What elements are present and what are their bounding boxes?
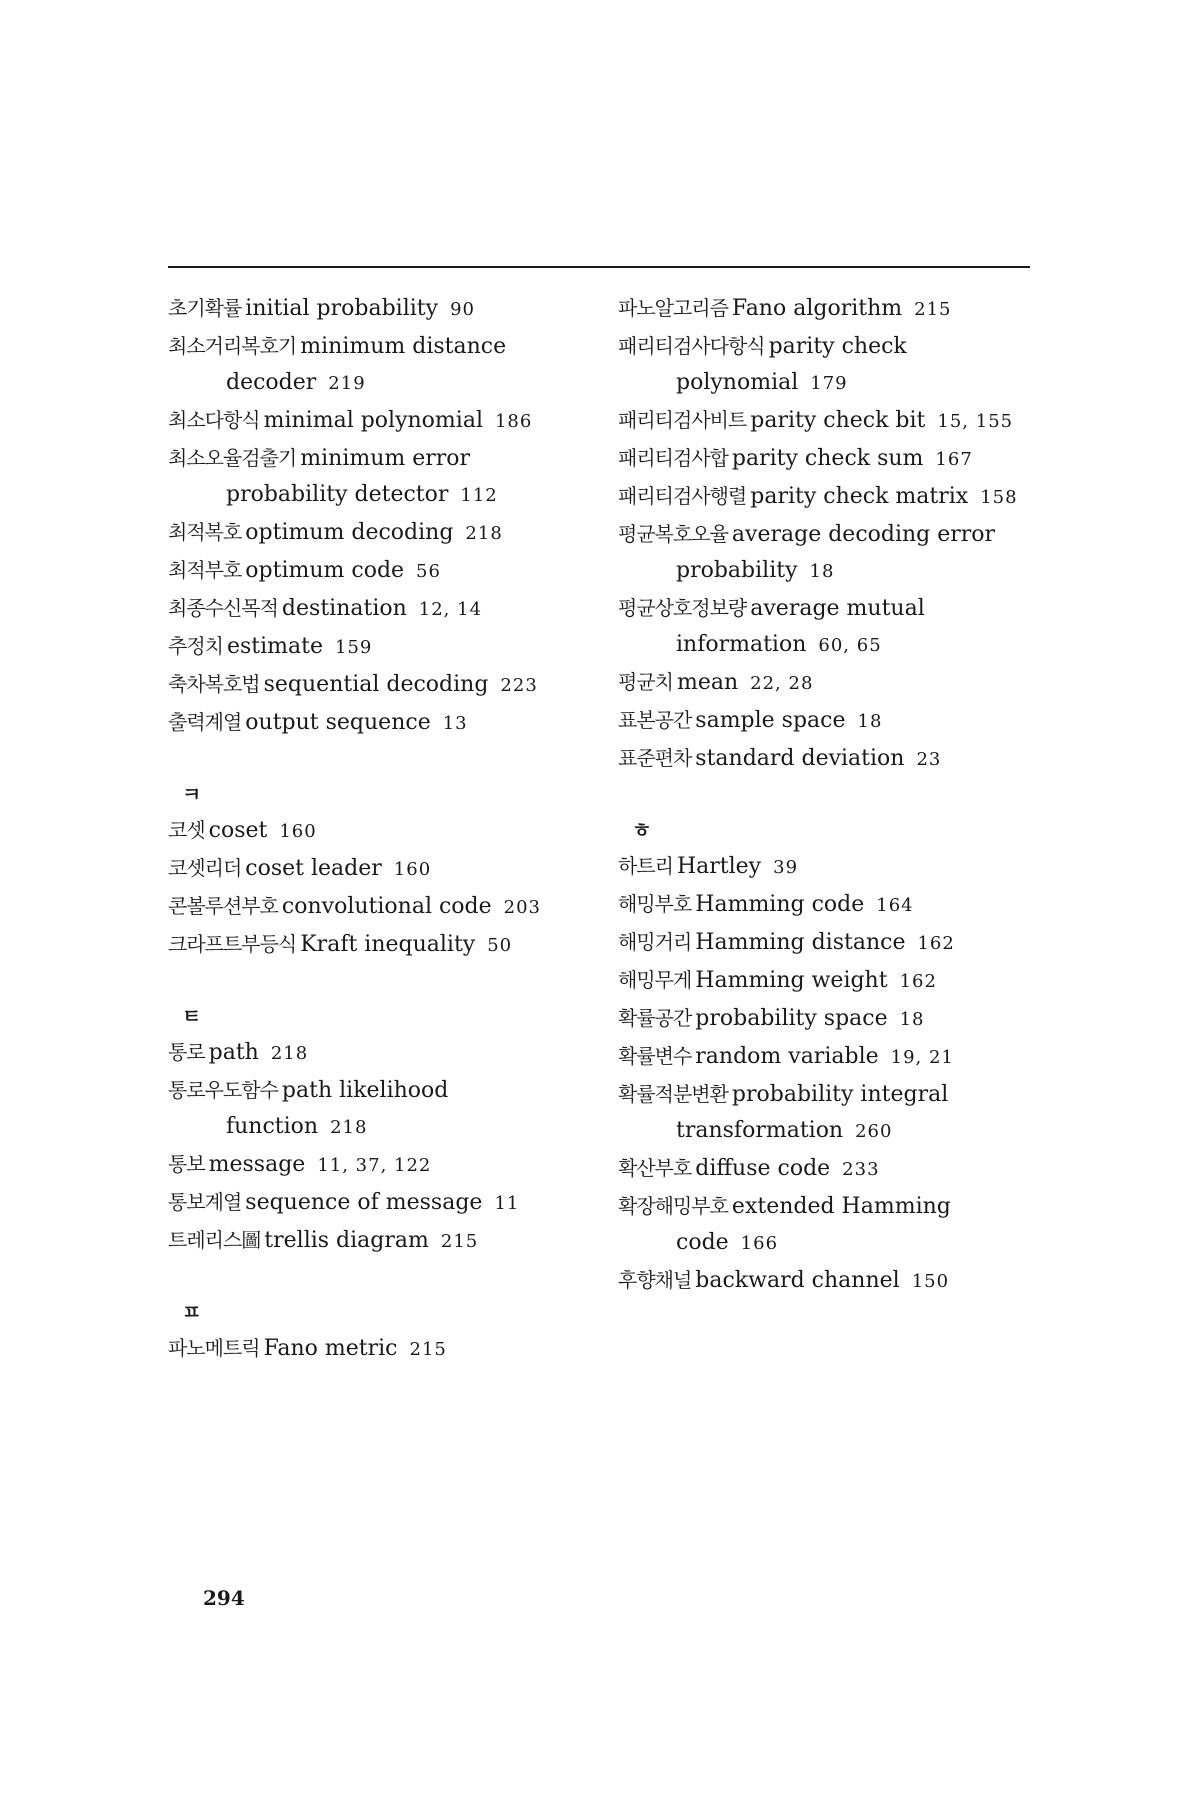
- english-term: Kraft inequality: [300, 932, 476, 957]
- page-reference: 12, 14: [418, 599, 483, 620]
- index-entry: [168, 1222, 588, 1260]
- index-entry: [168, 704, 588, 742]
- korean-term: 추정치: [168, 634, 223, 658]
- page-reference: 18: [809, 561, 835, 582]
- header-rule: [168, 266, 1030, 268]
- korean-term: 크라프트부등식: [168, 932, 297, 956]
- english-term: mean: [676, 670, 739, 695]
- index-entry: [168, 850, 588, 888]
- english-term: minimum error probability detector: [226, 446, 471, 507]
- korean-term: 파노메트릭: [168, 1336, 260, 1360]
- index-entry: [618, 664, 1030, 702]
- korean-term: 해밍거리: [618, 930, 692, 954]
- korean-term: 하트리: [618, 854, 673, 878]
- index-entry: [618, 440, 1030, 478]
- english-term: parity check matrix: [750, 484, 969, 509]
- index-entry: [168, 1034, 588, 1072]
- index-entry: [618, 740, 1030, 778]
- section-letter: ㅎ: [632, 818, 652, 842]
- korean-term: 확률변수: [618, 1044, 692, 1068]
- korean-term: 확산부호: [618, 1156, 692, 1180]
- page-reference: 215: [914, 299, 952, 320]
- english-term: sample space: [695, 708, 846, 733]
- index-entry: [168, 926, 588, 964]
- korean-term: 통로: [168, 1040, 205, 1064]
- korean-term: 평균복호오율: [618, 522, 728, 546]
- page-reference: 160: [393, 859, 432, 880]
- korean-term: 최적부호: [168, 558, 242, 582]
- index-entry: [168, 812, 588, 850]
- index-entry: [168, 514, 588, 552]
- english-term: probability integral transformation: [676, 1082, 949, 1143]
- page-reference: 60, 65: [818, 635, 882, 656]
- korean-term: 패리티검사행렬: [618, 484, 747, 508]
- index-entry: [168, 552, 588, 590]
- english-term: message: [208, 1152, 306, 1177]
- index-entry: [618, 1076, 1030, 1150]
- page-reference: 112: [460, 485, 498, 506]
- english-term: minimum distance decoder: [226, 334, 507, 395]
- korean-term: 후향채널: [618, 1268, 692, 1292]
- english-term: standard deviation: [695, 746, 905, 771]
- index-entry: [618, 1000, 1030, 1038]
- english-term: sequence of message: [245, 1190, 483, 1215]
- index-entry: [618, 516, 1030, 590]
- index-entry: [618, 1038, 1030, 1076]
- index-column-right: [618, 290, 1030, 1300]
- korean-term: 해밍무게: [618, 968, 692, 992]
- korean-term: 콘볼루션부호: [168, 894, 278, 918]
- korean-term: 트레리스圖: [168, 1228, 261, 1252]
- korean-term: 통로우도함수: [168, 1078, 278, 1102]
- english-term: parity check bit: [750, 408, 926, 433]
- english-term: parity check polynomial: [676, 334, 907, 395]
- index-entry: [618, 702, 1030, 740]
- page-reference: 233: [842, 1159, 880, 1180]
- index-entry: [618, 328, 1030, 402]
- korean-term: 해밍부호: [618, 892, 692, 916]
- english-term: Hamming weight: [695, 968, 888, 993]
- korean-term: 최소다항식: [168, 408, 260, 432]
- english-term: estimate: [226, 634, 323, 659]
- english-term: Hamming distance: [695, 930, 906, 955]
- english-term: trellis diagram: [264, 1228, 429, 1253]
- index-entry: [618, 886, 1030, 924]
- english-term: average mutual information: [676, 596, 925, 657]
- index-entry: [618, 1150, 1030, 1188]
- korean-term: 최소거리복호기: [168, 334, 297, 358]
- page-reference: 167: [935, 449, 973, 470]
- index-entry: [168, 1146, 588, 1184]
- korean-term: 평균상호정보량: [618, 596, 747, 620]
- index-entry: [618, 1188, 1030, 1262]
- page-reference: 160: [279, 821, 317, 842]
- english-term: convolutional code: [281, 894, 492, 919]
- english-term: path: [208, 1040, 259, 1065]
- page-reference: 223: [500, 675, 538, 696]
- page-reference: 186: [494, 411, 533, 432]
- page-reference: 215: [409, 1339, 447, 1360]
- page-reference: 50: [487, 935, 513, 956]
- page-reference: 219: [328, 373, 366, 394]
- page-reference: 166: [740, 1233, 779, 1254]
- english-term: probability space: [695, 1006, 888, 1031]
- page-reference: 22, 28: [750, 673, 814, 694]
- korean-term: 코셋: [168, 818, 205, 842]
- index-entry: [168, 1330, 588, 1368]
- index-entry: [618, 1262, 1030, 1300]
- section-letter: ㅋ: [182, 782, 202, 806]
- korean-term: 표본공간: [618, 708, 692, 732]
- english-term: average decoding error probability: [676, 522, 996, 583]
- korean-term: 확장해밍부호: [618, 1194, 728, 1218]
- english-term: Fano algorithm: [731, 296, 903, 321]
- korean-term: 패리티검사합: [618, 446, 728, 470]
- page-reference: 18: [899, 1009, 925, 1030]
- page-reference: 11, 37, 122: [317, 1155, 432, 1176]
- index-entry: [168, 1072, 588, 1146]
- page-reference: 218: [270, 1043, 309, 1064]
- korean-term: 표준편차: [618, 746, 692, 770]
- index-entry: [618, 848, 1030, 886]
- page-reference: 13: [442, 713, 468, 734]
- index-entry: [168, 328, 588, 402]
- english-term: path likelihood function: [226, 1078, 449, 1139]
- english-term: random variable: [695, 1044, 879, 1069]
- page-reference: 162: [899, 971, 937, 992]
- english-term: diffuse code: [695, 1156, 831, 1181]
- index-entry: [168, 590, 588, 628]
- english-term: minimal polynomial: [263, 408, 483, 433]
- index-entry: [168, 888, 588, 926]
- english-term: parity check sum: [731, 446, 924, 471]
- korean-term: 패리티검사비트: [618, 408, 747, 432]
- english-term: backward channel: [695, 1268, 900, 1293]
- page-reference: 162: [917, 933, 955, 954]
- index-entry: [618, 478, 1030, 516]
- page-reference: 203: [503, 897, 542, 918]
- page-reference: 39: [773, 857, 799, 878]
- english-term: Fano metric: [263, 1336, 398, 1361]
- english-term: sequential decoding: [263, 672, 489, 697]
- page-reference: 23: [916, 749, 942, 770]
- korean-term: 출력계열: [168, 710, 242, 734]
- page-reference: 260: [855, 1121, 893, 1142]
- index-entry: [168, 290, 588, 328]
- page-reference: 164: [876, 895, 914, 916]
- korean-term: 통보: [168, 1152, 205, 1176]
- page-reference: 18: [857, 711, 883, 732]
- page-reference: 159: [335, 637, 373, 658]
- page-reference: 179: [810, 373, 848, 394]
- page-reference: 56: [416, 561, 441, 582]
- korean-term: 코셋리더: [168, 856, 242, 880]
- korean-term: 최종수신목적: [168, 596, 278, 620]
- english-term: destination: [281, 596, 407, 621]
- index-entry: [618, 290, 1030, 328]
- english-term: Hartley: [676, 854, 762, 879]
- index-entry: [168, 628, 588, 666]
- index-entry: [618, 402, 1030, 440]
- page-reference: 11: [494, 1193, 520, 1214]
- korean-term: 통보계열: [168, 1190, 242, 1214]
- index-entry: [618, 590, 1030, 664]
- english-term: extended Hamming code: [676, 1194, 951, 1255]
- korean-term: 평균치: [618, 670, 673, 694]
- index-entry: [168, 666, 588, 704]
- index-entry: [168, 1184, 588, 1222]
- english-term: optimum code: [245, 558, 405, 583]
- page-reference: 90: [450, 299, 475, 320]
- page-reference: 218: [330, 1117, 368, 1138]
- korean-term: 파노알고리즘: [618, 296, 728, 320]
- section-letter: ㅍ: [182, 1300, 202, 1324]
- index-entry: [618, 962, 1030, 1000]
- korean-term: 패리티검사다항식: [618, 334, 765, 358]
- english-term: coset: [208, 818, 268, 843]
- page-reference: 150: [911, 1271, 950, 1292]
- page-reference: 215: [440, 1231, 479, 1252]
- english-term: initial probability: [245, 296, 439, 321]
- page-reference: 15, 155: [937, 411, 1014, 432]
- index-entry: [168, 440, 588, 514]
- korean-term: 축차복호법: [168, 672, 260, 696]
- korean-term: 확률공간: [618, 1006, 692, 1030]
- korean-term: 최적복호: [168, 520, 242, 544]
- english-term: output sequence: [245, 710, 431, 735]
- korean-term: 확률적분변환: [618, 1082, 728, 1106]
- page-number: 294: [203, 1586, 245, 1610]
- page-reference: 19, 21: [890, 1047, 954, 1068]
- english-term: optimum decoding: [245, 520, 454, 545]
- index-entry: [168, 402, 588, 440]
- english-term: coset leader: [245, 856, 382, 881]
- index-entry: [618, 924, 1030, 962]
- section-letter: ㅌ: [182, 1004, 202, 1028]
- english-term: Hamming code: [695, 892, 865, 917]
- korean-term: 초기확률: [168, 296, 242, 320]
- index-column-left: [168, 290, 588, 1368]
- page-reference: 158: [980, 487, 1018, 508]
- page-reference: 218: [465, 523, 503, 544]
- korean-term: 최소오율검출기: [168, 446, 297, 470]
